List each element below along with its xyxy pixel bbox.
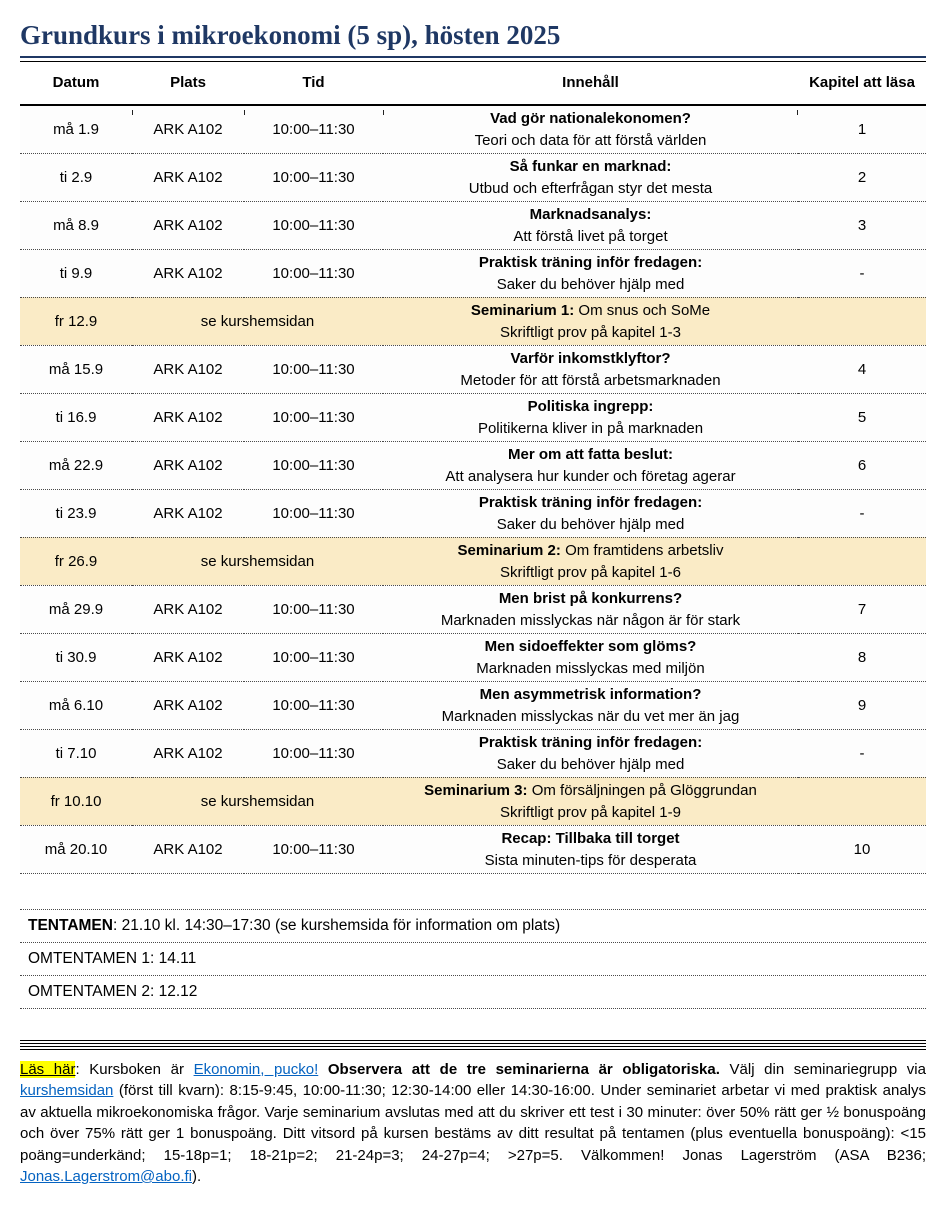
schedule-row: [20, 489, 926, 537]
tid-cell: 10:00–11:30: [244, 153, 383, 201]
innehall-cell: [383, 489, 798, 537]
kapitel-cell: [798, 777, 926, 825]
page-title: Grundkurs i mikroekonomi (5 sp), hösten 2025: [20, 20, 926, 58]
lecture-subtitle: Saker du behöver hjälp med: [496, 755, 685, 773]
tid-cell: 10:00–11:30: [244, 633, 383, 681]
schedule-row: [20, 249, 926, 297]
datum-cell: må 6.10: [20, 681, 132, 729]
datum-cell: må 20.10: [20, 825, 132, 873]
innehall-cell: [383, 201, 798, 249]
lecture-title: Så funkar en marknad:: [509, 157, 672, 175]
innehall-cell: [383, 249, 798, 297]
datum-cell: fr 12.9: [20, 297, 132, 345]
lecture-subtitle: Saker du behöver hjälp med: [496, 515, 685, 533]
kapitel-cell: 6: [798, 441, 926, 489]
schedule-table: [20, 61, 926, 874]
lecture-title: Recap: Tillbaka till torget: [501, 829, 680, 847]
col-header-datum: Datum: [20, 62, 132, 105]
lecture-title: Mer om att fatta beslut:: [507, 445, 673, 463]
col-header-innehall: Innehåll: [383, 62, 798, 105]
schedule-table-wrap: [20, 61, 926, 874]
tid-cell: 10:00–11:30: [244, 681, 383, 729]
datum-cell: må 29.9: [20, 585, 132, 633]
plats-cell: ARK A102: [132, 585, 244, 633]
lecture-title: Politiska ingrepp:: [527, 397, 654, 415]
datum-cell: ti 2.9: [20, 153, 132, 201]
innehall-cell: [383, 585, 798, 633]
plats-cell: ARK A102: [132, 249, 244, 297]
lecture-subtitle: Politikerna kliver in på marknaden: [477, 419, 704, 437]
kapitel-cell: 3: [798, 201, 926, 249]
innehall-cell: [383, 105, 798, 154]
footer-text: ).: [191, 1168, 202, 1185]
schedule-row: [20, 393, 926, 441]
omtentamen2-row: [20, 975, 926, 1008]
plats-tid-cell: se kurshemsidan: [132, 777, 383, 825]
kapitel-cell: 2: [798, 153, 926, 201]
plats-cell: ARK A102: [132, 681, 244, 729]
lecture-subtitle: Att förstå livet på torget: [513, 227, 668, 245]
plats-tid-cell: se kurshemsidan: [132, 537, 383, 585]
kapitel-cell: 9: [798, 681, 926, 729]
tid-cell: 10:00–11:30: [244, 249, 383, 297]
lecture-title: Men sidoeffekter som glöms?: [484, 637, 697, 655]
datum-cell: ti 7.10: [20, 729, 132, 777]
innehall-cell: [383, 681, 798, 729]
column-divider-tick: [383, 110, 384, 115]
lecture-title: Varför inkomstklyftor?: [510, 349, 671, 367]
lecture-subtitle: Sista minuten-tips för desperata: [484, 851, 697, 869]
schedule-row: [20, 585, 926, 633]
schedule-row: [20, 633, 926, 681]
omtentamen2-cell: OMTENTAMEN 2: 12.12: [20, 975, 926, 1008]
lecture-title-rest: Om framtidens arbetsliv: [560, 541, 724, 559]
plats-cell: ARK A102: [132, 393, 244, 441]
ekonomin-pucko-link[interactable]: Ekonomin, pucko!: [193, 1060, 319, 1078]
lecture-title: Seminarium 2:: [457, 541, 561, 559]
plats-cell: ARK A102: [132, 105, 244, 154]
lecture-title: Marknadsanalys:: [529, 205, 652, 223]
schedule-row: [20, 105, 926, 154]
plats-cell: ARK A102: [132, 345, 244, 393]
lecture-subtitle: Teori och data för att förstå världen: [474, 131, 707, 149]
tid-cell: 10:00–11:30: [244, 585, 383, 633]
seminar-row: [20, 537, 926, 585]
lecture-subtitle: Skriftligt prov på kapitel 1-3: [500, 323, 681, 341]
lecture-title: Vad gör nationalekonomen?: [490, 109, 691, 127]
kapitel-cell: -: [798, 249, 926, 297]
plats-cell: ARK A102: [132, 729, 244, 777]
kapitel-cell: 5: [798, 393, 926, 441]
email-link[interactable]: Jonas.Lagerstrom@abo.fi: [20, 1168, 192, 1185]
innehall-cell: [383, 633, 798, 681]
footer-bold-note: Observera att de tre seminarierna är obligatoriska.: [318, 1060, 720, 1078]
datum-cell: ti 30.9: [20, 633, 132, 681]
plats-cell: ARK A102: [132, 489, 244, 537]
double-line-separator: [20, 1040, 926, 1050]
omtentamen1-cell: OMTENTAMEN 1: 14.11: [20, 942, 926, 975]
lecture-title: Praktisk träning inför fredagen:: [478, 493, 703, 511]
plats-cell: ARK A102: [132, 441, 244, 489]
innehall-cell: [383, 777, 798, 825]
datum-cell: fr 26.9: [20, 537, 132, 585]
innehall-cell: [383, 345, 798, 393]
lecture-title-rest: Om försäljningen på Glöggrundan: [527, 781, 757, 799]
tid-cell: 10:00–11:30: [244, 489, 383, 537]
innehall-cell: [383, 729, 798, 777]
kapitel-cell: 1: [798, 105, 926, 154]
col-header-tid: Tid: [244, 62, 383, 105]
col-header-kapitel: Kapitel att läsa: [798, 62, 926, 105]
tentamen-label: TENTAMEN: [28, 916, 113, 934]
tid-cell: 10:00–11:30: [244, 393, 383, 441]
tid-cell: 10:00–11:30: [244, 105, 383, 154]
lecture-title: Men asymmetrisk information?: [479, 685, 702, 703]
schedule-row: [20, 441, 926, 489]
column-divider-tick: [797, 110, 798, 115]
kurshemsidan-link[interactable]: kurshemsidan: [20, 1082, 114, 1099]
kapitel-cell: 8: [798, 633, 926, 681]
plats-cell: ARK A102: [132, 825, 244, 873]
datum-cell: ti 23.9: [20, 489, 132, 537]
kapitel-cell: -: [798, 729, 926, 777]
innehall-cell: [383, 441, 798, 489]
datum-cell: ti 16.9: [20, 393, 132, 441]
course-info-paragraph: [20, 1059, 926, 1188]
tentamen-cell: [20, 909, 926, 942]
schedule-row: [20, 825, 926, 873]
plats-tid-cell: se kurshemsidan: [132, 297, 383, 345]
schedule-header-row: [20, 62, 926, 105]
lecture-subtitle: Saker du behöver hjälp med: [496, 275, 685, 293]
kapitel-cell: 10: [798, 825, 926, 873]
lecture-title: Praktisk träning inför fredagen:: [478, 733, 703, 751]
datum-cell: fr 10.10: [20, 777, 132, 825]
kapitel-cell: 7: [798, 585, 926, 633]
plats-cell: ARK A102: [132, 201, 244, 249]
lecture-subtitle: Skriftligt prov på kapitel 1-9: [500, 803, 681, 821]
lecture-subtitle: Marknaden misslyckas när du vet mer än jag: [441, 707, 740, 725]
innehall-cell: [383, 297, 798, 345]
datum-cell: må 1.9: [20, 105, 132, 154]
datum-cell: må 22.9: [20, 441, 132, 489]
lecture-title: Seminarium 3:: [424, 781, 528, 799]
kapitel-cell: [798, 297, 926, 345]
omtentamen1-row: [20, 942, 926, 975]
lecture-subtitle: Utbud och efterfrågan styr det mesta: [468, 179, 713, 197]
kapitel-cell: -: [798, 489, 926, 537]
schedule-row: [20, 201, 926, 249]
tentamen-details: : 21.10 kl. 14:30–17:30 (se kurshemsida för information om plats): [112, 916, 561, 934]
column-divider-tick: [244, 110, 245, 115]
tid-cell: 10:00–11:30: [244, 729, 383, 777]
lecture-subtitle: Att analysera hur kunder och företag agerar: [445, 467, 736, 485]
lecture-title: Seminarium 1:: [470, 301, 575, 319]
datum-cell: må 8.9: [20, 201, 132, 249]
datum-cell: ti 9.9: [20, 249, 132, 297]
footer-text: (först till kvarn): 8:15-9:45, 10:00-11:30; 12:30-14:00 eller 14:30-16:00. Under seminariet arbetar vi med praktisk analys av aktuella mikroekonomiska frågor. Varje seminarium avslutas med att du skriver ett test i 30 minuter: över 50% rätt ger ½ bonuspoäng och över 75% rätt ger 1 bonuspoäng. Ditt vitsord på kursen bestäms av ditt resultat på tentamen (plus eventuella bonuspoäng): <15 poäng=underkänd; 15-18p=1; 18-21p=2; 21-24p=3; 24-27p=4; >27p=5. Välkommen! Jonas Lagerström (ASA B236;: [20, 1082, 926, 1164]
tid-cell: 10:00–11:30: [244, 825, 383, 873]
innehall-cell: [383, 393, 798, 441]
plats-cell: ARK A102: [132, 153, 244, 201]
lecture-subtitle: Skriftligt prov på kapitel 1-6: [500, 563, 681, 581]
lecture-subtitle: Marknaden misslyckas med miljön: [476, 659, 705, 677]
datum-cell: må 15.9: [20, 345, 132, 393]
lecture-title: Men brist på konkurrens?: [498, 589, 683, 607]
kapitel-cell: [798, 537, 926, 585]
lecture-subtitle: Marknaden misslyckas när någon är för stark: [440, 611, 741, 629]
seminar-row: [20, 297, 926, 345]
innehall-cell: [383, 153, 798, 201]
tentamen-row: [20, 909, 926, 942]
innehall-cell: [383, 537, 798, 585]
footer-text: Välj din seminariegrupp via: [719, 1060, 926, 1078]
tid-cell: 10:00–11:30: [244, 345, 383, 393]
exam-table: [20, 909, 926, 1009]
las-har-highlight: Läs här: [20, 1060, 76, 1078]
plats-cell: ARK A102: [132, 633, 244, 681]
seminar-row: [20, 777, 926, 825]
lecture-subtitle: Metoder för att förstå arbetsmarknaden: [460, 371, 721, 389]
footer-text: : Kursboken är: [75, 1060, 194, 1078]
schedule-body: [20, 105, 926, 874]
column-divider-tick: [132, 110, 133, 115]
innehall-cell: [383, 825, 798, 873]
schedule-row: [20, 153, 926, 201]
col-header-plats: Plats: [132, 62, 244, 105]
lecture-title-rest: Om snus och SoMe: [574, 301, 711, 319]
tid-cell: 10:00–11:30: [244, 441, 383, 489]
tid-cell: 10:00–11:30: [244, 201, 383, 249]
lecture-title: Praktisk träning inför fredagen:: [478, 253, 703, 271]
schedule-row: [20, 681, 926, 729]
kapitel-cell: 4: [798, 345, 926, 393]
schedule-row: [20, 345, 926, 393]
schedule-row: [20, 729, 926, 777]
